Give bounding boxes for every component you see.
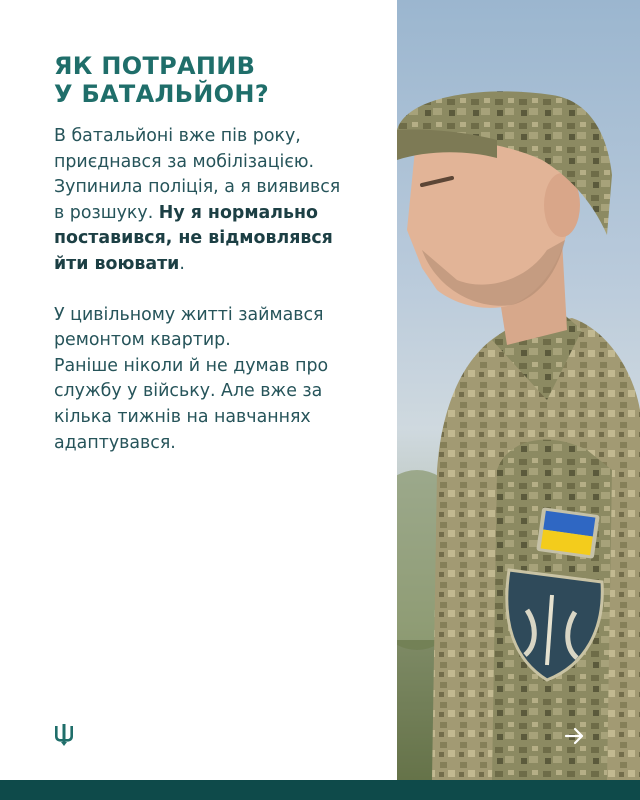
arrow-right-icon[interactable] bbox=[560, 722, 588, 750]
story-text-plain: в розшуку. bbox=[54, 202, 159, 223]
story-line: У цивільному житті займався bbox=[54, 304, 324, 325]
trident-icon bbox=[54, 724, 74, 746]
story-line bbox=[54, 252, 390, 278]
story-text-bold: Ну я нормально bbox=[158, 202, 318, 223]
paragraph-gap bbox=[54, 278, 390, 303]
title-line-1: ЯК ПОТРАПИВ bbox=[54, 52, 256, 80]
story-text-bold: поставився, не відмовлявся bbox=[54, 228, 333, 249]
story-line bbox=[54, 201, 390, 227]
story-line: ремонтом квартир. bbox=[54, 330, 231, 351]
story-line bbox=[54, 226, 390, 252]
story-line: службу у війську. Але вже за bbox=[54, 381, 323, 402]
soldier-photo bbox=[397, 0, 640, 780]
story-line: приєднався за мобілізацією. bbox=[54, 151, 315, 172]
bottom-bar bbox=[0, 780, 640, 800]
story-line: адаптувався. bbox=[54, 432, 176, 453]
title-line-2: У БАТАЛЬЙОН? bbox=[54, 80, 269, 108]
story-text bbox=[54, 124, 390, 456]
story-text-bold: йти воювати bbox=[54, 253, 180, 274]
story-line: Зупинила поліція, а я виявився bbox=[54, 177, 341, 198]
story-line: кілька тижнів на навчаннях bbox=[54, 406, 311, 427]
story-text-plain: . bbox=[179, 253, 185, 274]
story-line: В батальйоні вже пів року, bbox=[54, 126, 301, 146]
page-title bbox=[54, 52, 384, 108]
soldier-illustration bbox=[397, 0, 640, 780]
story-line: Раніше ніколи й не думав про bbox=[54, 355, 329, 376]
